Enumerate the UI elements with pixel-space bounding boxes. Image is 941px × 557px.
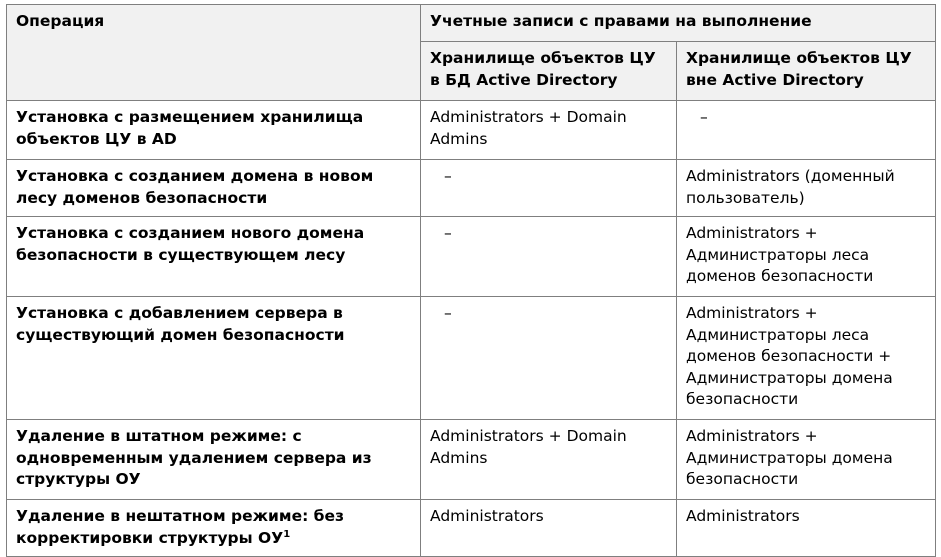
store-outside-ad-cell: Administrators + Администраторы домена безопасности [677, 420, 936, 500]
table-body [7, 101, 936, 557]
table-row [7, 217, 936, 297]
store-in-ad-cell [421, 297, 677, 420]
store-outside-ad-cell: Administrators + Администраторы леса доменов безопасности + Администраторы домена безопасности [677, 297, 936, 420]
store-in-ad-cell: Administrators [421, 500, 677, 557]
store-in-ad-cell: Administrators + Domain Admins [421, 420, 677, 500]
header-row-group [7, 5, 936, 42]
operation-cell: Установка с размещением хранилища объектов ЦУ в AD [7, 101, 421, 160]
table-header [7, 5, 936, 101]
store-in-ad-cell [421, 160, 677, 217]
operation-cell: Установка с созданием нового домена безопасности в существующем лесу [7, 217, 421, 297]
dash-text: – [444, 304, 452, 322]
store-in-ad-cell [421, 217, 677, 297]
header-store-outside-ad: Хранилище объектов ЦУ вне Active Directory [677, 42, 936, 101]
header-accounts-group: Учетные записи с правами на выполнение [421, 5, 936, 42]
dash-text: – [444, 224, 452, 242]
store-outside-ad-cell [677, 101, 936, 160]
table-row [7, 101, 936, 160]
store-outside-ad-cell: Administrators (доменный пользователь) [677, 160, 936, 217]
dash-text: – [444, 167, 452, 185]
header-operation: Операция [7, 5, 421, 101]
operation-text: Удаление в нештатном режиме: без корректировки структуры ОУ [16, 507, 345, 547]
store-outside-ad-cell: Administrators + Администраторы леса доменов безопасности [677, 217, 936, 297]
table-row [7, 420, 936, 500]
table-row [7, 500, 936, 557]
operation-cell: Установка с добавлением сервера в существующий домен безопасности [7, 297, 421, 420]
dash-text: – [700, 108, 708, 126]
header-store-in-ad: Хранилище объектов ЦУ в БД Active Directory [421, 42, 677, 101]
operation-cell: Установка с созданием домена в новом лесу доменов безопасности [7, 160, 421, 217]
store-outside-ad-cell: Administrators [677, 500, 936, 557]
table-row [7, 160, 936, 217]
store-in-ad-cell: Administrators + Domain Admins [421, 101, 677, 160]
permissions-table [6, 4, 936, 557]
footnote-marker: 1 [283, 528, 291, 540]
table-row [7, 297, 936, 420]
operation-cell: Удаление в штатном режиме: с одновременным удалением сервера из структуры ОУ [7, 420, 421, 500]
operation-cell [7, 500, 421, 557]
